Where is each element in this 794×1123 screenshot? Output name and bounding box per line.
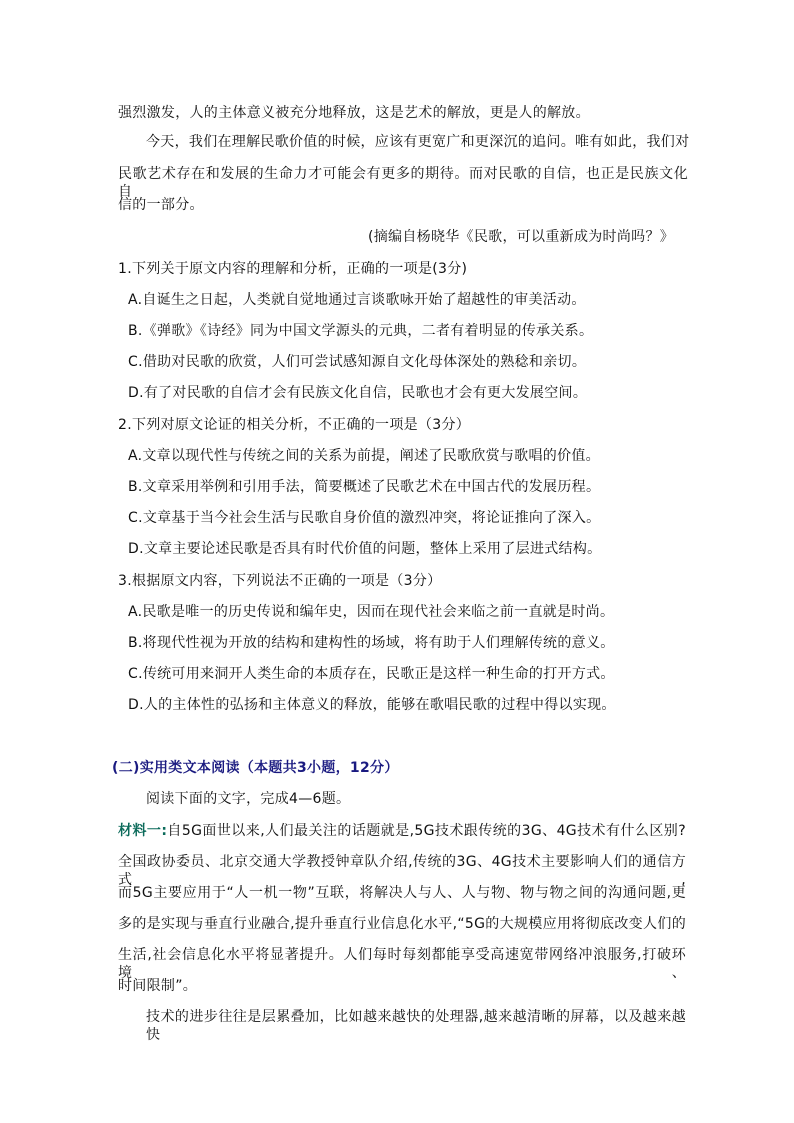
question-option: B.文章采用举例和引用手法，简要概述了民歌艺术在中国古代的发展历程。 xyxy=(128,479,601,495)
material-line: 全国政协委员、北京交通大学教授钟章队介绍,传统的3G、4G技术主要影响人们的通信方式, xyxy=(118,854,686,888)
question-stem: 2.下列对原文论证的相关分析，不正确的一项是（3分） xyxy=(118,417,471,433)
passage-line: 信的一部分。 xyxy=(118,197,204,213)
section-instruction: 阅读下面的文字，完成4—6题。 xyxy=(146,791,351,807)
material-line: 时间限制”。 xyxy=(118,978,198,994)
material-line: 而5G主要应用于“人一机一物”互联，将解决人与人、人与物、物与物之间的沟通问题,更 xyxy=(118,885,686,901)
question-option: C.传统可用来洞开人类生命的本质存在，民歌正是这样一种生命的打开方式。 xyxy=(128,666,615,682)
question-option: C.借助对民歌的欣赏，人们可尝试感知源自文化母体深处的熟稔和亲切。 xyxy=(128,354,587,370)
question-option: D.有了对民歌的自信才会有民族文化自信，民歌也才会有更大发展空间。 xyxy=(128,385,588,401)
question-option: B.将现代性视为开放的结构和建构性的场域，将有助于人们理解传统的意义。 xyxy=(128,635,615,651)
source-citation: (摘编自杨晓华《民歌，可以重新成为时尚吗？》 xyxy=(368,229,675,245)
question-option: C.文章基于当今社会生活与民歌自身价值的激烈冲突，将论证推向了深入。 xyxy=(128,510,601,526)
question-option: D.人的主体性的弘扬和主体意义的释放，能够在歌唱民歌的过程中得以实现。 xyxy=(128,697,616,713)
material-text: 自5G面世以来,人们最关注的话题就是,5G技术跟传统的3G、4G技术有什么区别? xyxy=(167,823,686,839)
material-line xyxy=(118,822,686,840)
question-stem: 3.根据原文内容，下列说法不正确的一项是（3分） xyxy=(118,573,442,589)
section-heading: (二)实用类文本阅读（本题共3小题，12分） xyxy=(112,760,399,776)
material-line: 多的是实现与垂直行业融合,提升垂直行业信息化水平,“5G的大规模应用将彻底改变人们的 xyxy=(118,916,686,932)
question-option: A.自诞生之日起，人类就自觉地通过言谈歌咏开始了超越性的审美活动。 xyxy=(128,292,586,308)
passage-line: 民歌艺术存在和发展的生命力才可能会有更多的期待。而对民歌的自信，也正是民族文化自 xyxy=(118,166,688,200)
material-line: 生活,社会信息化水平将显著提升。人们每时每刻都能享受高速宽带网络冲浪服务,打破环境、 xyxy=(118,947,686,981)
material-label: 材料一: xyxy=(118,823,168,839)
question-option: A.文章以现代性与传统之间的关系为前提，阐述了民歌欣赏与歌唱的价值。 xyxy=(128,448,600,464)
passage-line: 技术的进步往往是层累叠加，比如越来越快的处理器,越来越清晰的屏幕，以及越来越快 xyxy=(146,1009,686,1043)
question-stem: 1.下列关于原文内容的理解和分析，正确的一项是(3分) xyxy=(118,261,468,277)
passage-line: 今天，我们在理解民歌价值的时候，应该有更宽广和更深沉的追问。唯有如此，我们对 xyxy=(146,134,690,150)
question-option: A.民歌是唯一的历史传说和编年史，因而在现代社会来临之前一直就是时尚。 xyxy=(128,604,615,620)
question-option: D.文章主要论述民歌是否具有时代价值的问题，整体上采用了层进式结构。 xyxy=(128,541,602,557)
passage-line: 强烈激发，人的主体意义被充分地释放，这是艺术的解放，更是人的解放。 xyxy=(118,105,590,121)
question-option: B.《弹歌》《诗经》同为中国文学源头的元典，二者有着明显的传承关系。 xyxy=(128,323,594,339)
